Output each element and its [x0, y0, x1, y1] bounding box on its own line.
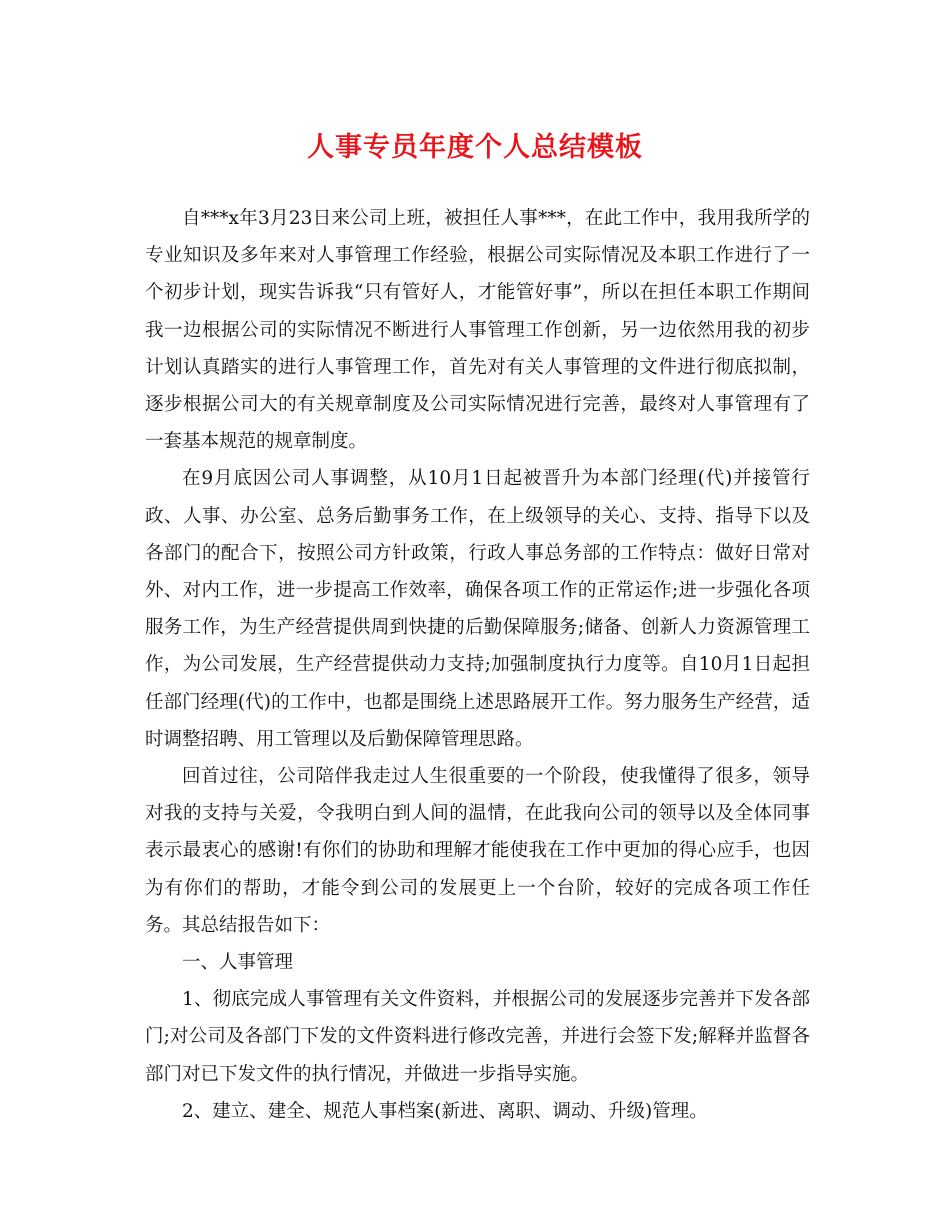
- list-item-1: 1、彻底完成人事管理有关文件资料，并根据公司的发展逐步完善并下发各部门;对公司及各部门下发的文件资料进行修改完善，并进行会签下发;解释并监督各部门对已下发文件的执行情况，并做进一步指导实施。: [145, 989, 810, 1085]
- document-title: 人事专员年度个人总结模板: [307, 132, 643, 163]
- paragraph-intro: 自***x年3月23日来公司上班，被担任人事***，在此工作中，我用我所学的专业知识及多年来对人事管理工作经验，根据公司实际情况及本职工作进行了一个初步计划，现实告诉我“只有管好人，才能管好事”，所以在担任本职工作期间我一边根据公司的实际情况不断进行人事管理工作创新，另一边依然用我的初步计划认真踏实的进行人事管理工作，首先对有关人事管理的文件进行彻底拟制，逐步根据公司大的有关规章制度及公司实际情况进行完善，最终对人事管理有了一套基本规范的规章制度。: [145, 208, 810, 453]
- section-heading-hr-management: 一、人事管理: [182, 952, 294, 974]
- list-item-2: 2、建立、建全、规范人事档案(新进、离职、调动、升级)管理。: [182, 1100, 708, 1122]
- document-body: [145, 200, 810, 1130]
- paragraph-gratitude: 回首过往，公司陪伴我走过人生很重要的一个阶段，使我懂得了很多，领导对我的支持与关爱，令我明白到人间的温情，在此我向公司的领导以及全体同事表示最衷心的感谢!有你们的协助和理解才能使我在工作中更加的得心应手，也因为有你们的帮助，才能令到公司的发展更上一个台阶，较好的完成各项工作任务。其总结报告如下：: [145, 766, 810, 936]
- paragraph-promotion: 在9月底因公司人事调整，从10月1日起被晋升为本部门经理(代)并接管行政、人事、办公室、总务后勤事务工作，在上级领导的关心、支持、指导下以及各部门的配合下，按照公司方针政策，行政人事总务部的工作特点：做好日常对外、对内工作，进一步提高工作效率，确保各项工作的正常运作;进一步强化各项服务工作，为生产经营提供周到快捷的后勤保障服务;储备、创新人力资源管理工作，为公司发展，生产经营提供动力支持;加强制度执行力度等。自10月1日起担任部门经理(代)的工作中，也都是围绕上述思路展开工作。努力服务生产经营，适时调整招聘、用工管理以及后勤保障管理思路。: [145, 468, 810, 750]
